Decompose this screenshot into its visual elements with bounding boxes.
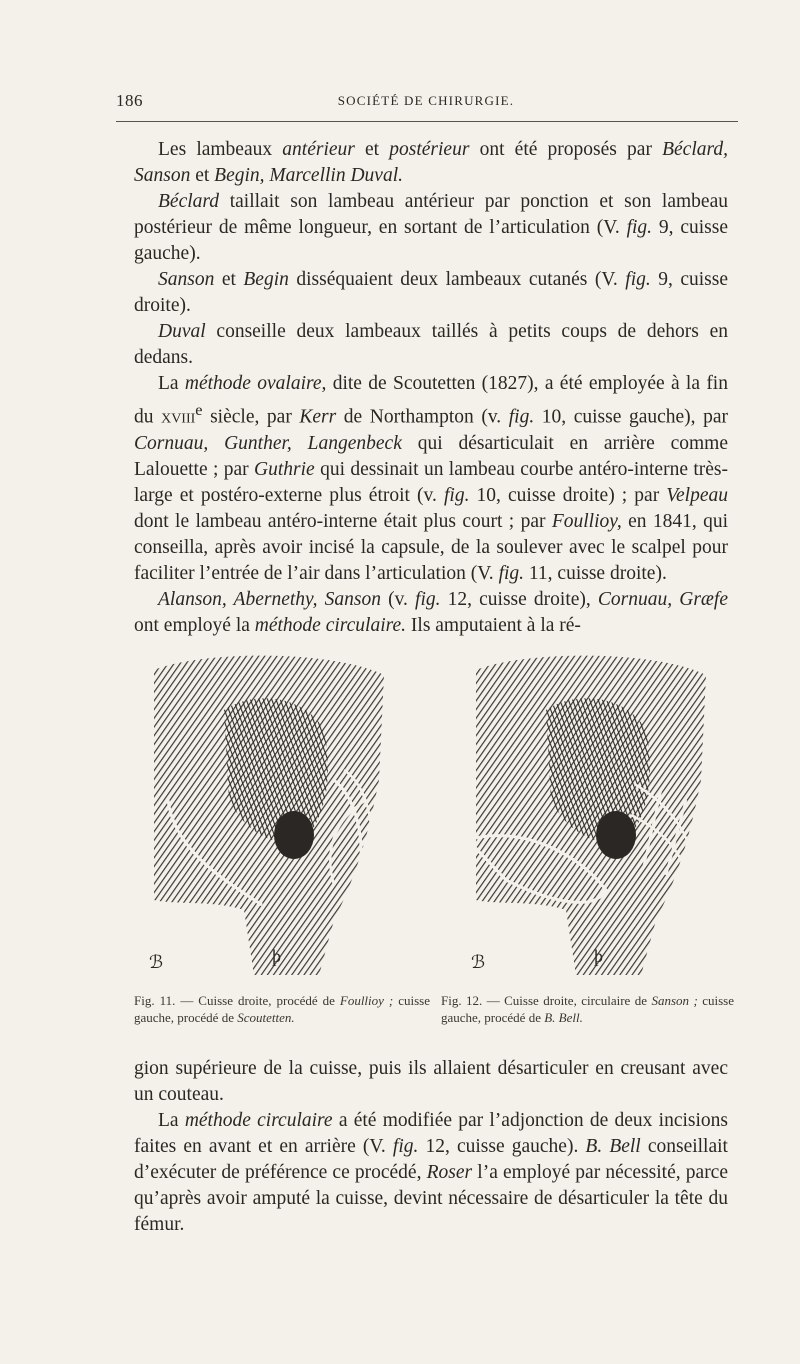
body-text-bottom xyxy=(134,1056,728,1238)
italic-run: Velpeau xyxy=(666,484,729,506)
text-run: 10, cuisse gauche), par xyxy=(534,406,729,428)
italic-run: Cornuau, Gunther, Langenbeck xyxy=(134,432,402,454)
paragraph xyxy=(134,267,728,319)
svg-text:ℬ: ℬ xyxy=(149,952,164,972)
italic-run: méthode circulaire. xyxy=(254,614,407,636)
figure-11-engraving xyxy=(134,650,404,980)
italic-run: Béclard xyxy=(158,191,220,212)
italic-run: fig. xyxy=(443,484,470,506)
text-run: et xyxy=(354,139,390,160)
italic-run: fig. xyxy=(415,588,441,610)
page-header xyxy=(116,91,736,113)
italic-run: Sanson ; xyxy=(651,993,698,1008)
text-run: 11, cuisse droite). xyxy=(524,562,667,584)
italic-run: fig. xyxy=(508,406,535,428)
paragraph xyxy=(134,587,728,639)
italic-run: fig. xyxy=(498,562,525,584)
text-run: et xyxy=(214,269,244,290)
text-run: l’a employé par nécessité, parce qu’après avoir amputé la cuisse, devint nécessaire de désarticuler la tête du fémur. xyxy=(134,1162,728,1235)
text-run: en 1841, qui conseilla, après avoir incisé la capsule, de la soulever avec le scalpel pour faciliter l’entrée de l’air dans l’articulation (V. xyxy=(134,510,728,584)
caption-figure-11 xyxy=(134,992,430,1026)
svg-text:ℬ: ℬ xyxy=(471,952,486,972)
text-run: cuisse gauche, procédé de xyxy=(134,993,430,1025)
italic-run: Scoutetten. xyxy=(237,1010,295,1025)
italic-run: fig. xyxy=(626,217,653,238)
italic-run: Duval xyxy=(158,321,206,342)
text-run: La xyxy=(158,1110,185,1131)
text-run: conseillait d’exécuter de préférence ce procédé, xyxy=(134,1136,728,1183)
italic-run: Alanson, Abernethy, Sanson xyxy=(158,588,381,610)
superscript-run: e xyxy=(195,401,203,419)
italic-run: Begin, Marcellin Duval. xyxy=(214,165,403,186)
italic-run: méthode ovalaire, xyxy=(184,373,327,394)
italic-run: Béclard, Sanson xyxy=(134,139,728,186)
italic-run: Foullioy, xyxy=(551,510,622,532)
text-run: Ils amputaient à la ré- xyxy=(406,614,581,636)
paragraph xyxy=(134,1108,728,1238)
italic-run: B. Bell. xyxy=(544,1010,583,1025)
text-run: qui désarticulait en arrière comme Lalouette ; par xyxy=(134,432,728,480)
paragraph xyxy=(134,1056,728,1108)
text-run: ont été proposés par xyxy=(469,139,663,160)
text-run: siècle, par xyxy=(202,406,300,428)
text-run: 9, cuisse gauche). xyxy=(134,217,728,264)
text-run: a été modifiée par l’adjonction de deux incisions faites en avant et en arrière (V. xyxy=(134,1110,728,1157)
text-run: 9, cuisse droite). xyxy=(134,269,729,316)
italic-run: antérieur xyxy=(282,139,355,160)
paragraph xyxy=(134,319,728,371)
text-run: gion supérieure de la cuisse, puis ils allaient désarticuler en creusant avec un couteau. xyxy=(134,1058,728,1105)
text-run: 12, cuisse gauche). xyxy=(418,1136,586,1157)
text-run: dont le lambeau antéro-interne était plus court ; par xyxy=(134,510,552,532)
figure-captions xyxy=(134,992,734,1052)
italic-run: Roser xyxy=(426,1162,473,1183)
italic-run: fig. xyxy=(392,1136,419,1157)
text-run: ont employé la xyxy=(134,614,255,636)
text-run: disséquaient deux lambeaux cutanés (V. xyxy=(288,269,626,290)
page-number: 186 xyxy=(116,91,143,110)
header-rule xyxy=(116,121,738,122)
text-run: (v. xyxy=(380,588,416,610)
figures xyxy=(134,650,734,990)
figure-11 xyxy=(134,650,404,980)
text-run: cuisse gauche, procédé de xyxy=(441,993,734,1025)
italic-run: Kerr xyxy=(299,406,337,428)
text-run: conseille deux lambeaux taillés à petits coups de dehors en dedans. xyxy=(134,321,728,368)
italic-run: postérieur xyxy=(389,139,470,160)
caption-figure-12 xyxy=(441,992,734,1026)
svg-text:ϸ: ϸ xyxy=(594,946,603,966)
text-run: 12, cuisse droite), xyxy=(440,588,598,610)
figure-12-engraving xyxy=(456,650,726,980)
italic-run: Begin xyxy=(243,269,289,290)
figure-12 xyxy=(456,650,726,980)
small-caps-run: xviii xyxy=(161,406,196,428)
text-run: qui dessinait un lambeau courbe antéro-interne très-large et postéro-externe plus étroit (v. xyxy=(134,458,728,506)
text-run: La xyxy=(158,373,185,394)
paragraph xyxy=(134,137,728,189)
italic-run: Cornuau, Græfe xyxy=(597,588,728,610)
svg-text:ϸ: ϸ xyxy=(272,946,281,966)
italic-run: B. Bell xyxy=(585,1136,641,1157)
italic-run: Guthrie xyxy=(254,458,315,480)
text-run: 10, cuisse droite) ; par xyxy=(469,484,667,506)
italic-run: méthode circulaire xyxy=(184,1110,333,1131)
italic-run: Sanson xyxy=(158,269,215,290)
text-run: Fig. 11. — Cuisse droite, procédé de xyxy=(134,993,340,1008)
italic-run: fig. xyxy=(625,269,651,290)
text-run: Les lambeaux xyxy=(158,139,283,160)
text-run: dite de Scoutetten (1827), a été employée à la fin du xyxy=(134,373,728,428)
paragraph xyxy=(134,371,728,587)
paragraph xyxy=(134,189,728,267)
text-run: taillait son lambeau antérieur par ponction et son lambeau postérieur de même longueur, en sortant de l’articulation (V. xyxy=(134,191,728,238)
text-run: et xyxy=(190,165,215,186)
text-run: Fig. 12. — Cuisse droite, circulaire de xyxy=(441,993,652,1008)
running-title: SOCIÉTÉ DE CHIRURGIE. xyxy=(337,93,515,108)
italic-run: Foullioy ; xyxy=(339,993,394,1008)
text-run: de Northampton (v. xyxy=(336,406,509,428)
body-text-top xyxy=(134,137,728,639)
